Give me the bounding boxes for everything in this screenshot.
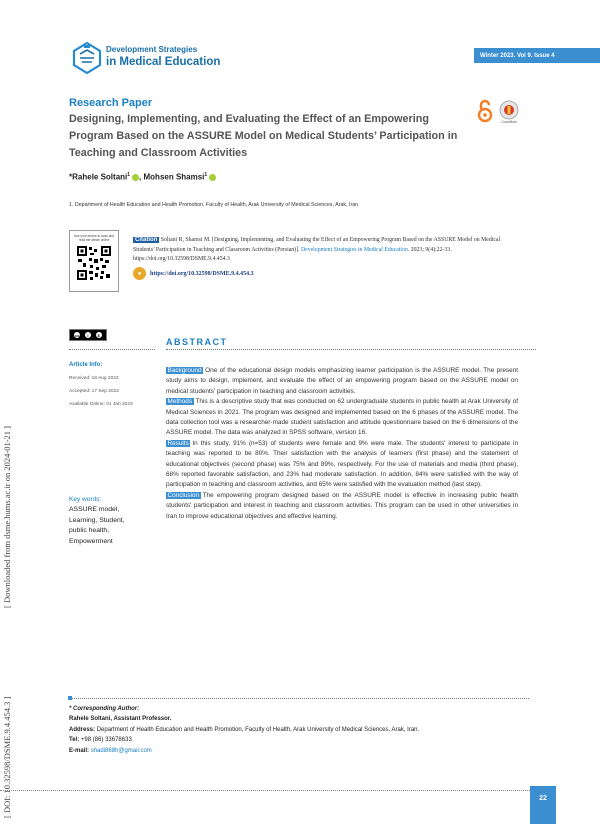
available-date: Available Online: 01 Jan 2023 [69,402,133,407]
abstract-background [166,366,518,397]
section-label: Conclusion [167,491,200,499]
orcid-icon[interactable] [132,172,142,182]
author-prefix: * [69,172,73,182]
abstract-body [166,366,518,522]
author-affil-sup: 1 [204,172,208,178]
abstract-conclusion [166,491,518,522]
email-link[interactable]: shadi868h@gmail.com [90,747,152,754]
keyword: public health, [69,527,110,534]
article-info-title: Article Info: [69,362,103,368]
affiliation: 1. Department of Health Education and Health Promotion, Faculty of Health, Arak University of Medical Sciences, Arak, Iran. [69,202,360,208]
cc-license-badge[interactable] [69,329,107,341]
footer-divider [0,790,530,791]
abstract-methods [166,397,518,439]
paper-title: Designing, Implementing, and Evaluating the Effect of an Empowering Program Based on the ASSURE Model on Medical Students’ Participation in Teaching and Classroom Activities [69,113,458,159]
abstract-results [166,439,518,491]
svg-text:CrossMark: CrossMark [501,120,517,124]
qr-caption: Use your device to scan and read the article online [73,234,115,242]
doi-stamp: [ DOI: 10.32598/DSME.9.4.454.3 ] [2,696,12,818]
page-number: 22 [530,786,556,824]
tel: +98 (86) 33678633 [80,737,132,744]
open-access-icon [479,101,491,121]
issue-banner: Winter 2023. Vol 9. Issue 4 [474,48,600,63]
citation-journal-link[interactable]: Development Strategies in Medical Education. [300,246,410,253]
cc-icon: cc [75,332,80,338]
author-affil-sup: 1 [127,172,131,178]
address-label: Address: [69,726,96,733]
divider-marker [68,696,72,700]
section-text: The empowering program designed based on the ASSURE model is effective in increasing public health students' participation and interest in teaching and classroom activities. This program can be used in other universities in Iran to improve educational objectives and effective learning. [166,491,518,520]
section-label: Background [167,367,202,374]
section-text: This is a descriptive study that was conducted on 62 undergraduate students in public health at Arak University of Medical Sciences in 2021. The program was designed and implemented based on the 6 phases of the ASSURE model. The data collection tool was a researcher-made student satisfaction and attitude questionnaire based on the 6 dimensions of the ASSURE model. The data was analyzed in SPSS software, version 16. [166,398,518,437]
accepted-date: Accepted: 17 Sep 2022 [69,389,119,394]
citation-text: Soltani R, Shamsi M. [Designing, Implementing, and Evaluating the Effect of an Empowering Program Based on the ASSURE Model on Medical Students’ Participation in Teaching and Classroom Activities (Persian)]. [133,237,501,253]
download-stamp: [ Downloaded from dsme.hums.ac.ir on 2024-01-21 ] [2,425,12,608]
orcid-icon[interactable] [209,174,216,181]
open-access-icons [477,100,523,124]
journal-emblem-icon [72,42,102,74]
corresponding-title: * Corresponding Author: [69,706,140,712]
keyword: Learning, Student, [69,516,125,524]
doi-row[interactable] [133,267,254,280]
journal-logo[interactable] [72,42,221,76]
email-label: E-mail: [69,747,90,754]
noncommercial-icon: $ [95,331,103,339]
side-stamp [2,425,16,818]
abstract-heading: ABSTRACT [166,337,228,347]
section-text: One of the educational design models emphasizing learner participation is the ASSURE model. The present study aims to design, implement, and evaluate the effect of an empowering program based on the ASSURE model on medical students' participation in teaching and classroom activities. [166,367,518,395]
corresponding-name: Rahele Soltani, Assistant Professor. [69,716,172,723]
qr-code-icon [76,245,112,281]
author-name: Rahele Soltani [72,172,128,182]
section-label: Results [167,439,189,447]
divider [69,698,529,699]
citation-details: 2023; 9(4):22-33. https://doi.org/10.32598/DSME.9.4.454.3 [133,246,452,262]
keywords [69,496,159,547]
received-date: Received: 18 Aug 2022 [69,376,119,381]
article-info [69,362,159,415]
doi-icon: ● [133,267,146,280]
journal-name-line1: Development Strategies [106,45,198,54]
paper-type: Research Paper [69,97,153,109]
divider [166,349,536,350]
qr-box[interactable] [69,230,119,292]
author-name: Mohsen Shamsi [143,172,205,182]
journal-name-line2: in Medical Education [106,56,221,68]
keyword: Empowerment [69,537,113,545]
divider [69,349,155,350]
author-separator: , [139,172,142,182]
keywords-title: Key words: [69,496,102,503]
citation [133,236,513,265]
doi-link[interactable]: https://doi.org/10.32598/DSME.9.4.454.3 [150,270,254,277]
citation-label: Citation [135,237,158,243]
crossmark-icon [500,101,518,124]
attribution-icon: i [84,331,92,339]
author-list [69,172,216,182]
corresponding-author [69,704,529,756]
tel-label: Tel: [69,737,80,744]
section-label: Methods [167,398,193,406]
address: Department of Health Education and Health Promotion, Faculty of Health, Arak University of Medical Sciences, Arak, Iran. [96,726,420,733]
section-text: In this study, 91% (n=53) of students were female and 9% were male. The students' interest to participate in teaching was reported to be 80%. Their satisfaction with the analysis of learners (first phase) and the statement of educational objectives (second phase) was 75% and 89%, respectively. For the use of materials and media (third phase), 68% reported favorable satisfaction, and 23% had moderate satisfaction. In addition, 84% were satisfied with the way of participation in teaching and classroom activities, and 65% were satisfied with the evaluation method (last step). [166,439,518,489]
keyword: ASSURE model, [69,506,120,513]
